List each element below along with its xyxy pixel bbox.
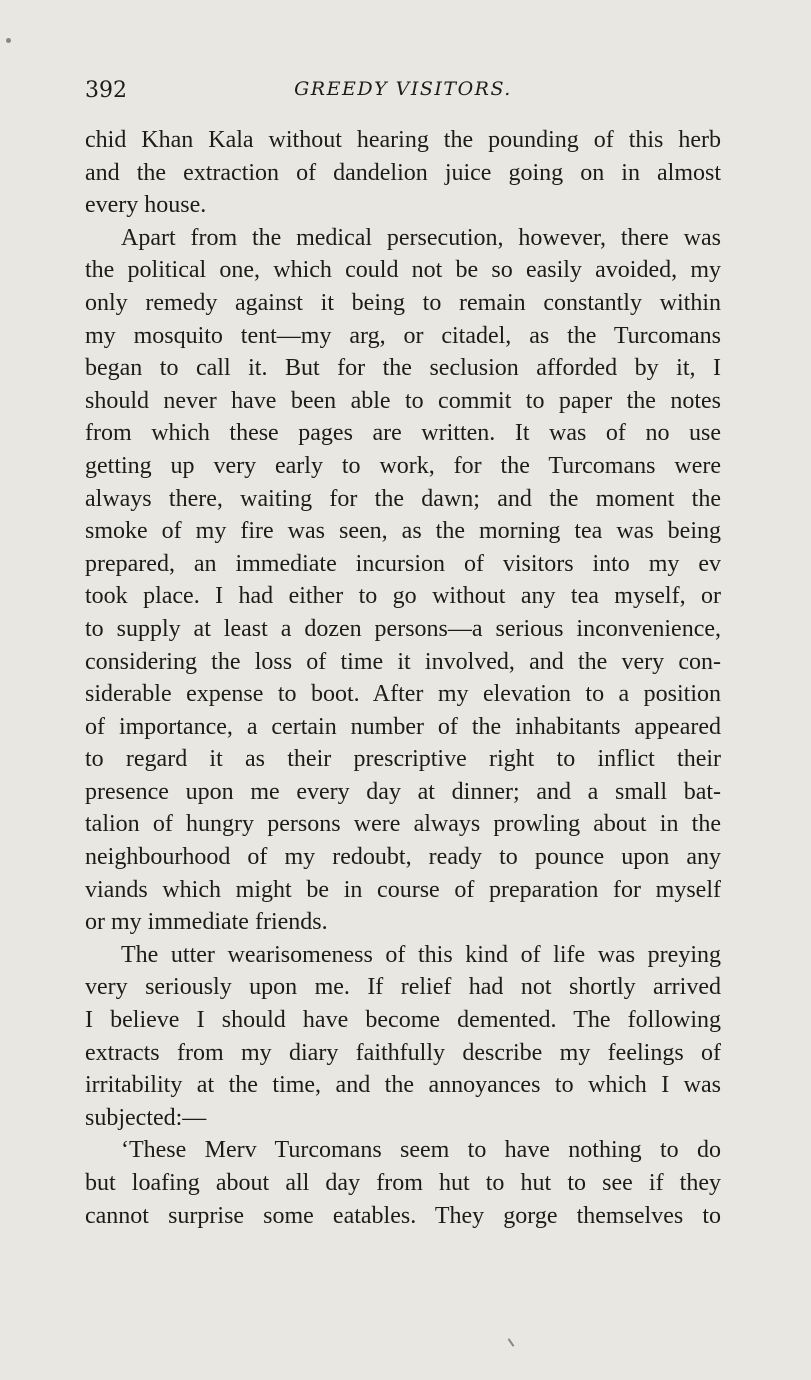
- text-line: smoke of my fire was seen, as the morning tea was being: [85, 518, 721, 545]
- text-line: began to call it. But for the seclusion afforded by it, I: [85, 355, 721, 382]
- text-line: but loafing about all day from hut to hut to see if they: [85, 1170, 721, 1196]
- text-line: and the extraction of dandelion juice going on in almost: [85, 159, 721, 186]
- text-line: the political one, which could not be so easily avoided, my: [85, 257, 721, 284]
- text-line: chid Khan Kala without hearing the pounding of this herb: [85, 127, 721, 153]
- text-line: or my immediate friends.: [85, 909, 328, 936]
- text-line: my mosquito tent—my arg, or citadel, as the Turcomans: [85, 322, 721, 349]
- text-line: getting up very early to work, for the Turcomans were: [85, 452, 721, 479]
- text-line: always there, waiting for the dawn; and the moment the: [85, 485, 721, 512]
- body-text: [85, 124, 721, 1232]
- text-line: considering the loss of time it involved, and the very con-: [85, 648, 721, 675]
- text-line: prepared, an immediate incursion of visitors into my ev: [85, 550, 721, 577]
- text-line: extracts from my diary faithfully describe my feelings of: [85, 1039, 721, 1066]
- text-line: Apart from the medical persecution, however, there was: [121, 224, 721, 251]
- text-line: ‘These Merv Turcomans seem to have nothing to do: [121, 1137, 721, 1164]
- text-line: talion of hungry persons were always prowling about in the: [85, 811, 721, 838]
- running-header: [85, 78, 721, 108]
- text-line: from which these pages are written. It was of no use: [85, 420, 721, 447]
- text-line: neighbourhood of my redoubt, ready to pounce upon any: [85, 844, 721, 871]
- text-line: The utter wearisomeness of this kind of life was preying: [121, 941, 721, 968]
- text-line: viands which might be in course of preparation for myself: [85, 876, 721, 903]
- text-line: should never have been able to commit to paper the notes: [85, 387, 721, 414]
- text-line: irritability at the time, and the annoyances to which I was: [85, 1072, 721, 1099]
- text-line: to supply at least a dozen persons—a serious inconvenience,: [85, 615, 721, 642]
- text-line: I believe I should have become demented. The following: [85, 1007, 721, 1034]
- text-line: subjected:—: [85, 1104, 207, 1131]
- text-line: to regard it as their prescriptive right to inflict their: [85, 746, 721, 773]
- text-line: took place. I had either to go without any tea myself, or: [85, 583, 721, 610]
- text-line: presence upon me every day at dinner; and a small bat-: [85, 778, 721, 805]
- text-line: siderable expense to boot. After my elevation to a position: [85, 681, 721, 708]
- text-line: of importance, a certain number of the inhabitants appeared: [85, 713, 721, 740]
- text-line: cannot surprise some eatables. They gorge themselves to: [85, 1202, 721, 1229]
- print-speck: [6, 38, 11, 43]
- text-line: very seriously upon me. If relief had not shortly arrived: [85, 974, 721, 1001]
- running-title: GREEDY VISITORS.: [294, 78, 512, 100]
- text-line: only remedy against it being to remain constantly within: [85, 289, 721, 316]
- print-speck: [508, 1338, 515, 1347]
- text-line: every house.: [85, 192, 207, 219]
- page-number: 392: [85, 78, 127, 103]
